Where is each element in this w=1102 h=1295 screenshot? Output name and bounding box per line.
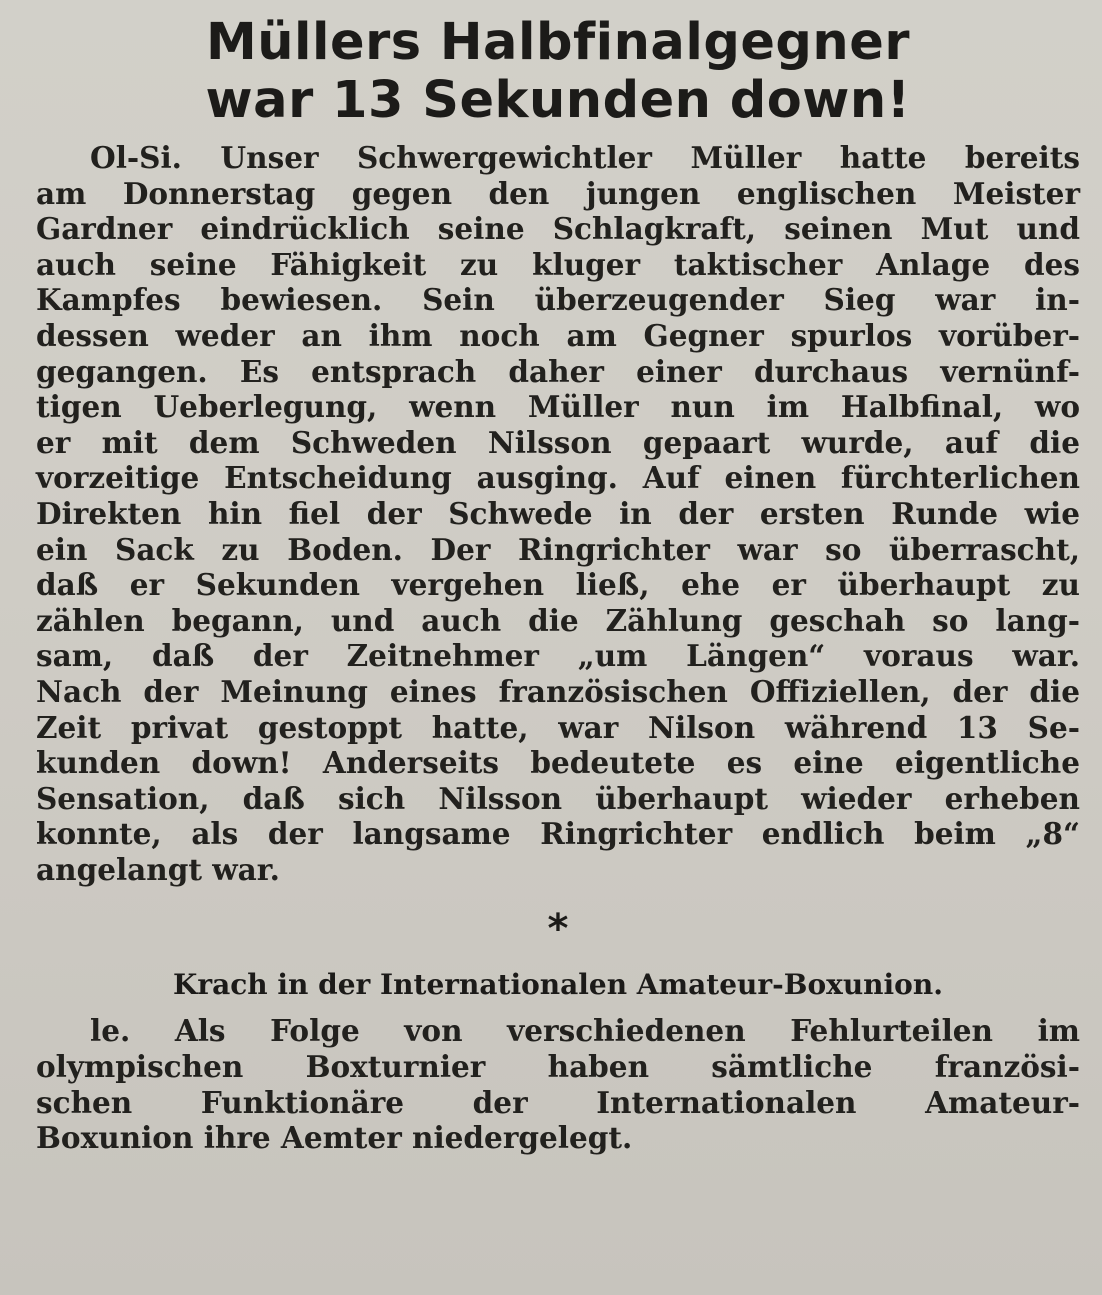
body-line: Sensation, daß sich Nilsson überhaupt wieder erheben (36, 780, 1080, 816)
headline-line-2: war 13 Sekunden down! (205, 71, 911, 130)
body-line: angelangt war. (36, 851, 280, 887)
body-line: daß er Sekunden vergehen ließ, ehe er überhaupt zu (36, 567, 1080, 603)
body-line: Kampfes bewiesen. Sein überzeugender Sieg war in- (36, 282, 1080, 318)
body-line: Boxunion ihre Aemter niedergelegt. (36, 1120, 633, 1156)
body-line: ein Sack zu Boden. Der Ringrichter war so überrascht, (36, 531, 1080, 567)
body-line: schen Funktionäre der Internationalen Amateur- (36, 1084, 1080, 1120)
article2-body (36, 1013, 1080, 1155)
body-line: Ol-Si. Unser Schwergewichtler Müller hatte bereits (90, 140, 1080, 175)
body-line: dessen weder an ihm noch am Gegner spurlos vorüber- (36, 317, 1080, 353)
article-headline (36, 14, 1080, 130)
body-line: kunden down! Anderseits bedeutete es eine eigentliche (36, 745, 1080, 781)
body-line: sam, daß der Zeitnehmer „um Längen“ voraus war. (36, 638, 1080, 674)
article-body (36, 140, 1080, 887)
body-line: gegangen. Es entsprach daher einer durchaus vernünf- (36, 353, 1080, 389)
body-line: Direkten hin fiel der Schwede in der ersten Runde wie (36, 495, 1080, 531)
body-line: Zeit privat gestoppt hatte, war Nilson während 13 Se- (36, 709, 1080, 745)
body-line: Nach der Meinung eines französischen Offiziellen, der die (36, 673, 1080, 709)
body-line: olympischen Boxturnier haben sämtliche französi- (36, 1049, 1080, 1085)
asterisk-separator: * (547, 906, 569, 953)
headline-line-1: Müllers Halbfinalgegner (206, 13, 910, 72)
body-line: le. Als Folge von verschiedenen Fehlurteilen im (90, 1013, 1080, 1049)
body-line: konnte, als der langsame Ringrichter endlich beim „8“ (36, 816, 1080, 852)
body-line: tigen Ueberlegung, wenn Müller nun im Halbfinal, wo (36, 389, 1080, 425)
body-line: zählen begann, und auch die Zählung geschah so lang- (36, 602, 1080, 638)
body-line: auch seine Fähigkeit zu kluger taktischer Anlage des (36, 246, 1080, 282)
body-line: Gardner eindrücklich seine Schlagkraft, seinen Mut und (36, 211, 1080, 247)
body-line: am Donnerstag gegen den jungen englischen Meister (36, 175, 1080, 211)
article2-headline: Krach in der Internationalen Amateur-Boxunion. (173, 968, 943, 1002)
body-line: vorzeitige Entscheidung ausging. Auf einen fürchterlichen (36, 460, 1080, 496)
body-line: er mit dem Schweden Nilsson gepaart wurde, auf die (36, 424, 1080, 460)
